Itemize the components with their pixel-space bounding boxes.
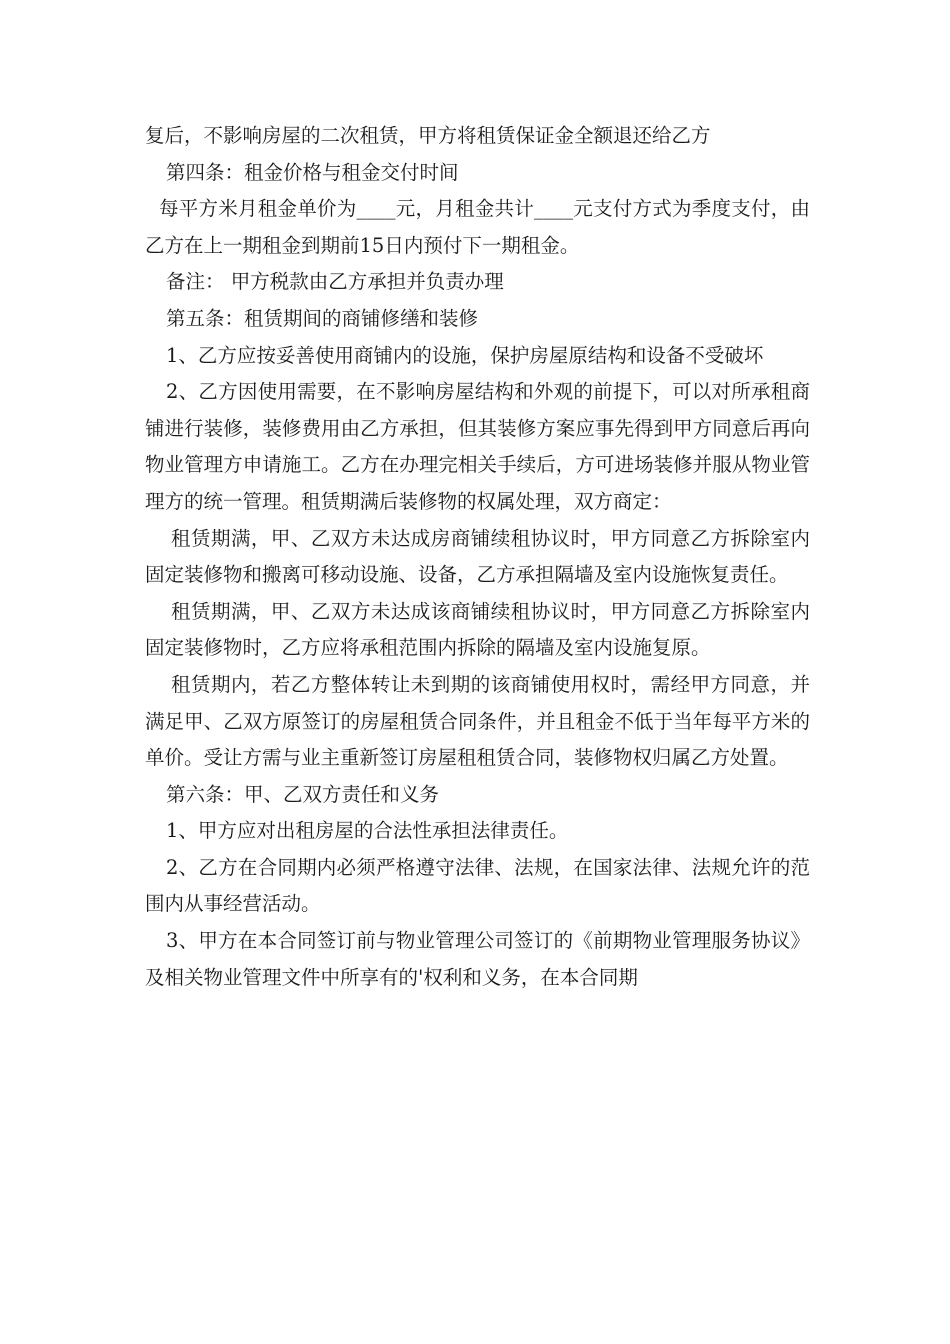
- paragraph-duty-1: 1、甲方应对出租房屋的合法性承担法律责任。: [166, 819, 569, 843]
- paragraph-lease-transfer: 租赁期内，若乙方整体转让未到期的该商铺使用权时，需经甲方同意，并满足甲、乙双方原签订的房屋租赁合同条件，并且租金不低于当年每平方米的单价。受让方需与业主重新签订房屋租租赁合同，装修物权归属乙方处置。: [145, 672, 810, 770]
- paragraph-duty-2: 2、乙方在合同期内必须严格遵守法律、法规，在国家法律、法规允许的范围内从事经营活动。: [145, 855, 810, 916]
- article-four-heading: 第四条：租金价格与租金交付时间: [166, 160, 459, 184]
- paragraph-lease-expiry-2: 租赁期满，甲、乙双方未达成该商铺续租协议时，甲方同意乙方拆除室内固定装修物时，乙方应将承租范围内拆除的隔墙及室内设施复原。: [145, 599, 810, 660]
- paragraph-item-1: 1、乙方应按妥善使用商铺内的设施，保护房屋原结构和设备不受破坏: [166, 343, 764, 367]
- paragraph-item-2: 2、乙方因使用需要，在不影响房屋结构和外观的前提下，可以对所承租商铺进行装修，装修费用由乙方承担，但其装修方案应事先得到甲方同意后再向物业管理方申请施工。乙方在办理完相关手续后，方可进场装修并服从物业管理方的统一管理。租赁期满后装修物的权属处理，双方商定：: [145, 380, 810, 513]
- paragraph-duty-3: 3、甲方在本合同签订前与物业管理公司签订的《前期物业管理服务协议》及相关物业管理文件中所享有的'权利和义务，在本合同期: [145, 929, 810, 989]
- paragraph-lease-expiry-1: 租赁期满，甲、乙双方未达成房商铺续租协议时，甲方同意乙方拆除室内固定装修物和搬离可移动设施、设备，乙方承担隔墙及室内设施恢复责任。: [145, 526, 810, 587]
- paragraph-remark: 备注： 甲方税款由乙方承担并负责办理: [166, 270, 504, 294]
- article-five-heading: 第五条：租赁期间的商铺修缮和装修: [166, 306, 479, 330]
- paragraph-rent-price: 每平方米月租金单价为____元，月租金共计____元支付方式为季度支付，由乙方在上一期租金到期前15日内预付下一期租金。: [145, 197, 810, 257]
- document-body: [145, 118, 810, 996]
- article-six-heading: 第六条：甲、乙双方责任和义务: [166, 782, 440, 806]
- paragraph-continuation: 复后，不影响房屋的二次租赁，甲方将租赁保证金全额退还给乙方: [145, 124, 711, 147]
